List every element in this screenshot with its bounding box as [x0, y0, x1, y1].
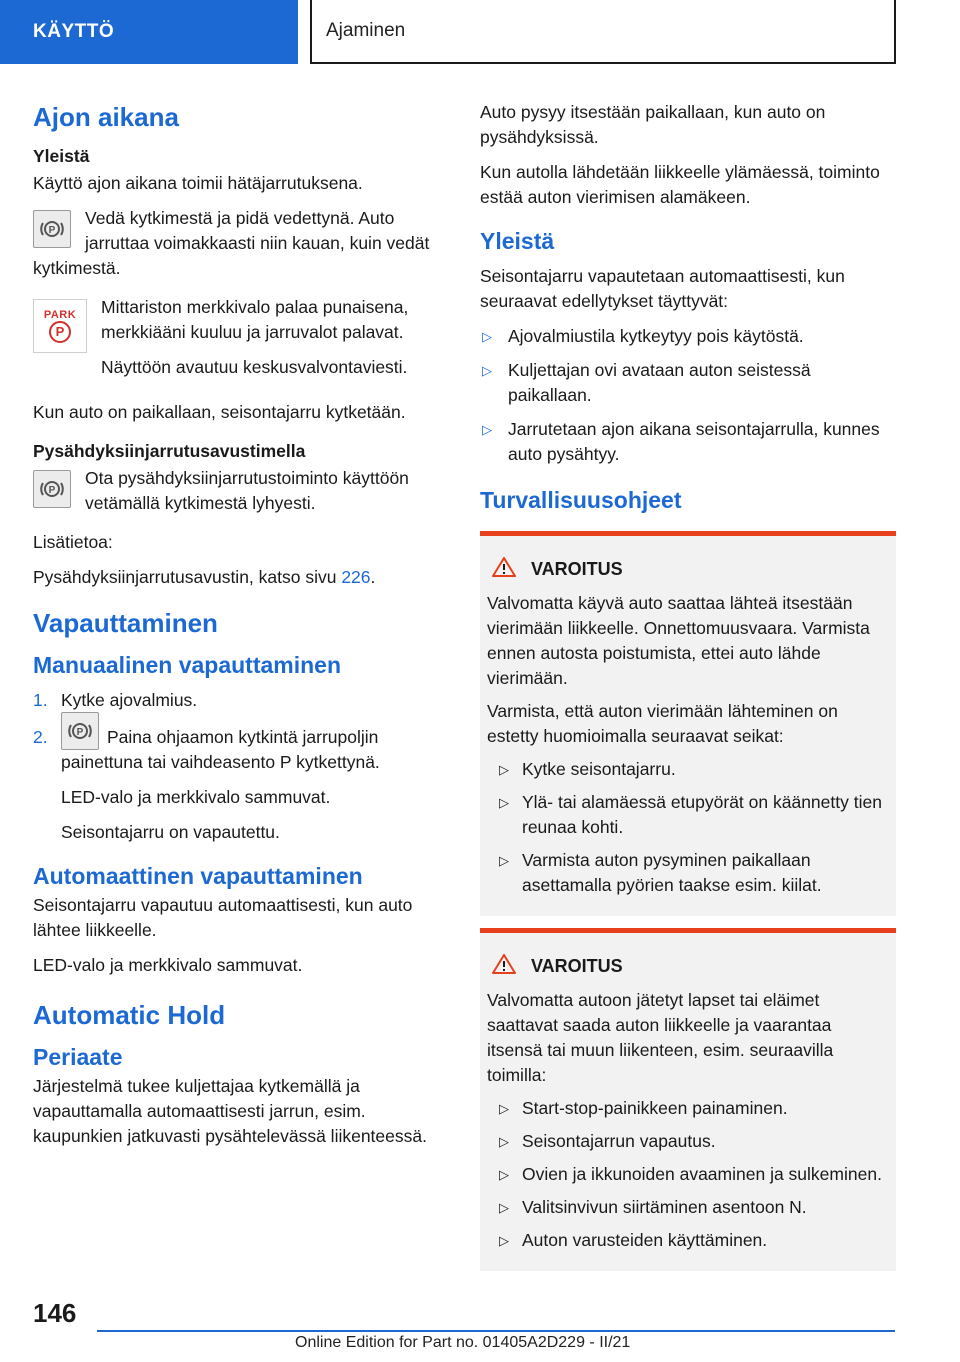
text-nayttoon: Näyttöön avautuu keskusvalvontaviesti.	[101, 357, 408, 377]
warning-box-1	[480, 531, 896, 916]
warning-item: Auton varusteiden käyttäminen.	[522, 1230, 768, 1250]
condition-text: Ajovalmiustila kytkeytyy pois käytöstä.	[508, 326, 804, 346]
parking-brake-switch-icon	[61, 712, 99, 750]
heading-yleista: Yleistä	[33, 146, 90, 166]
text-kaytto: Käyttö ajon aikana toimii hätäjarrutuksena.	[33, 173, 363, 193]
triangle-bullet-icon: ▷	[499, 1101, 509, 1116]
warning-text: Varmista, että auton vierimään lähteminen on estetty huomioimalla seuraavat seikat:	[487, 701, 838, 746]
svg-text:P: P	[76, 727, 84, 739]
section-title: KÄYTTÖ	[33, 21, 115, 42]
list-item	[487, 1096, 890, 1121]
warning-text: Valvomatta autoon jätetyt lapset tai eläimet saattavat saada auton liikkeelle ja vaarantaa itsensä tai muun liikenteen, esim. seuraavilla toimilla:	[487, 990, 834, 1085]
text-seisontajarru: Seisontajarru vapautetaan automaattisesti, kun seuraavat edellytykset täyttyvät:	[480, 266, 845, 311]
list-item	[487, 1162, 890, 1187]
triangle-bullet-icon: ▷	[499, 853, 509, 868]
list-item	[487, 1129, 890, 1154]
heading-vapauttaminen: Vapauttaminen	[33, 608, 218, 638]
heading-manuaalinen: Manuaalinen vapauttaminen	[33, 652, 342, 678]
warning-title-text: VAROITUS	[531, 956, 623, 976]
warning-title	[487, 953, 890, 980]
triangle-bullet-icon: ▷	[482, 422, 492, 437]
heading-automaattinen: Automaattinen vapauttaminen	[33, 863, 363, 890]
list-item	[487, 757, 890, 782]
triangle-bullet-icon: ▷	[499, 762, 509, 777]
list-item	[480, 358, 896, 408]
park-indicator-info	[33, 295, 443, 390]
warning-triangle-icon	[491, 953, 517, 980]
text-led1: LED-valo ja merkkivalo sammuvat.	[61, 787, 331, 808]
chapter-title: Ajaminen	[326, 20, 406, 41]
warning-item: Ylä- tai alamäessä etupyörät on käännetty tien reunaa kohti.	[522, 792, 882, 837]
warning-text: Valvomatta käyvä auto saattaa lähteä itsestään vierimään liikkeelle. Onnettomuusvaara. Varmista ennen autosta poistumista, ettei auto lähde vierimään.	[487, 593, 870, 688]
warning-list	[487, 1096, 890, 1253]
step-number: 1.	[33, 690, 48, 710]
triangle-bullet-icon: ▷	[499, 1134, 509, 1149]
switch-instruction	[33, 206, 443, 281]
text-reference	[33, 565, 443, 590]
list-item	[487, 1195, 890, 1220]
triangle-bullet-icon: ▷	[499, 795, 509, 810]
text-mittariston: Mittariston merkkivalo palaa punaisena, merkkiääni kuuluu ja jarruvalot palavat.	[101, 297, 409, 342]
condition-text: Jarrutetaan ajon aikana seisontajarrulla, kunnes auto pysähtyy.	[508, 419, 880, 464]
warning-item: Kytke seisontajarru.	[522, 759, 676, 779]
text-auto-pysyy: Auto pysyy itsestään paikallaan, kun auto on pysähdyksissä.	[480, 102, 826, 147]
warning-title	[487, 556, 890, 583]
reference-text: Pysähdyksiinjarrutusavustin, katso sivu	[33, 567, 342, 587]
stop-brake-instruction	[33, 466, 443, 516]
parking-brake-switch-icon	[33, 210, 71, 248]
left-column	[33, 100, 443, 1159]
warning-box-2	[480, 928, 896, 1271]
text-auto-vap: Seisontajarru vapautuu automaattisesti, kun auto lähtee liikkeelle.	[33, 895, 413, 941]
footer-divider	[97, 1330, 895, 1332]
park-indicator-p: P	[49, 321, 71, 343]
reference-end: .	[370, 567, 376, 587]
warning-item: Ovien ja ikkunoiden avaaminen ja sulkeminen.	[522, 1164, 882, 1184]
triangle-bullet-icon: ▷	[499, 1200, 509, 1215]
warning-item: Valitsinvivun siirtäminen asentoon N.	[522, 1197, 807, 1217]
park-indicator-label: PARK	[43, 309, 77, 321]
page-number: 146	[33, 1298, 77, 1328]
list-item	[480, 324, 896, 349]
svg-text:P: P	[48, 485, 56, 496]
triangle-bullet-icon: ▷	[482, 363, 492, 378]
text-kun-auto: Kun auto on paikallaan, seisontajarru kytketään.	[33, 402, 406, 422]
list-item	[487, 1228, 890, 1253]
release-steps	[33, 688, 443, 775]
triangle-bullet-icon: ▷	[482, 329, 492, 344]
release-conditions	[480, 324, 896, 467]
heading-periaate: Periaate	[33, 1044, 123, 1071]
right-column	[480, 100, 896, 1283]
footer-edition: Online Edition for Part no. 01405A2D229 - II/21	[295, 1334, 631, 1351]
svg-text:P: P	[48, 225, 56, 236]
parking-brake-switch-icon	[33, 470, 71, 508]
page-reference-link[interactable]: 226	[341, 567, 371, 587]
step-text: Paina ohjaamon kytkintä jarrupoljin painettuna tai vaihdeasento P kytkettynä.	[61, 727, 380, 773]
chapter-tab	[310, 0, 896, 64]
section-tab	[0, 0, 298, 64]
text-veda: Vedä kytkimestä ja pidä vedettynä. Auto jarruttaa voimakkaasti niin kauan, kuin vedät kytkimestä.	[33, 208, 430, 278]
list-item	[480, 417, 896, 467]
condition-text: Kuljettajan ovi avataan auton seistessä paikallaan.	[508, 360, 811, 405]
heading-ajon-aikana: Ajon aikana	[33, 102, 179, 132]
heading-pysahdys: Pysähdyksiinjarrutusavustimella	[33, 441, 306, 461]
list-item	[487, 848, 890, 898]
heading-turvallisuus: Turvallisuusohjeet	[480, 487, 682, 513]
triangle-bullet-icon: ▷	[499, 1167, 509, 1182]
heading-yleista-right: Yleistä	[480, 228, 555, 254]
warning-triangle-icon	[491, 556, 517, 583]
text-led2: LED-valo ja merkkivalo sammuvat.	[33, 955, 303, 976]
warning-item: Seisontajarrun vapautus.	[522, 1131, 716, 1151]
step-text: Kytke ajovalmius.	[61, 690, 198, 710]
text-ota: Ota pysähdyksiinjarrutustoiminto käyttöön vetämällä kytkimestä lyhyesti.	[85, 468, 409, 513]
text-jarjestelma: Järjestelmä tukee kuljettajaa kytkemällä ja vapauttamalla automaattisesti jarrun, esim. kaupunkien jatkuvasti pysähtelevässä liikenteessä.	[33, 1076, 427, 1147]
step-number: 2.	[33, 727, 48, 747]
text-lisatietoa: Lisätietoa:	[33, 532, 113, 552]
warning-item: Varmista auton pysyminen paikallaan asettamalla pyörien taakse esim. kiilat.	[522, 850, 822, 895]
text-kun-autolla: Kun autolla lähdetään liikkeelle ylämäessä, toiminto estää auton vierimisen alamäkeen.	[480, 162, 880, 207]
list-item	[33, 725, 443, 775]
heading-automatic-hold: Automatic Hold	[33, 1000, 226, 1031]
warning-list	[487, 757, 890, 898]
warning-item: Start-stop-painikkeen painaminen.	[522, 1098, 788, 1118]
list-item	[487, 790, 890, 840]
list-item	[33, 688, 443, 713]
triangle-bullet-icon: ▷	[499, 1233, 509, 1248]
park-indicator-icon	[33, 299, 87, 353]
text-seisontajarru-vap: Seisontajarru on vapautettu.	[61, 822, 280, 843]
warning-title-text: VAROITUS	[531, 559, 623, 579]
